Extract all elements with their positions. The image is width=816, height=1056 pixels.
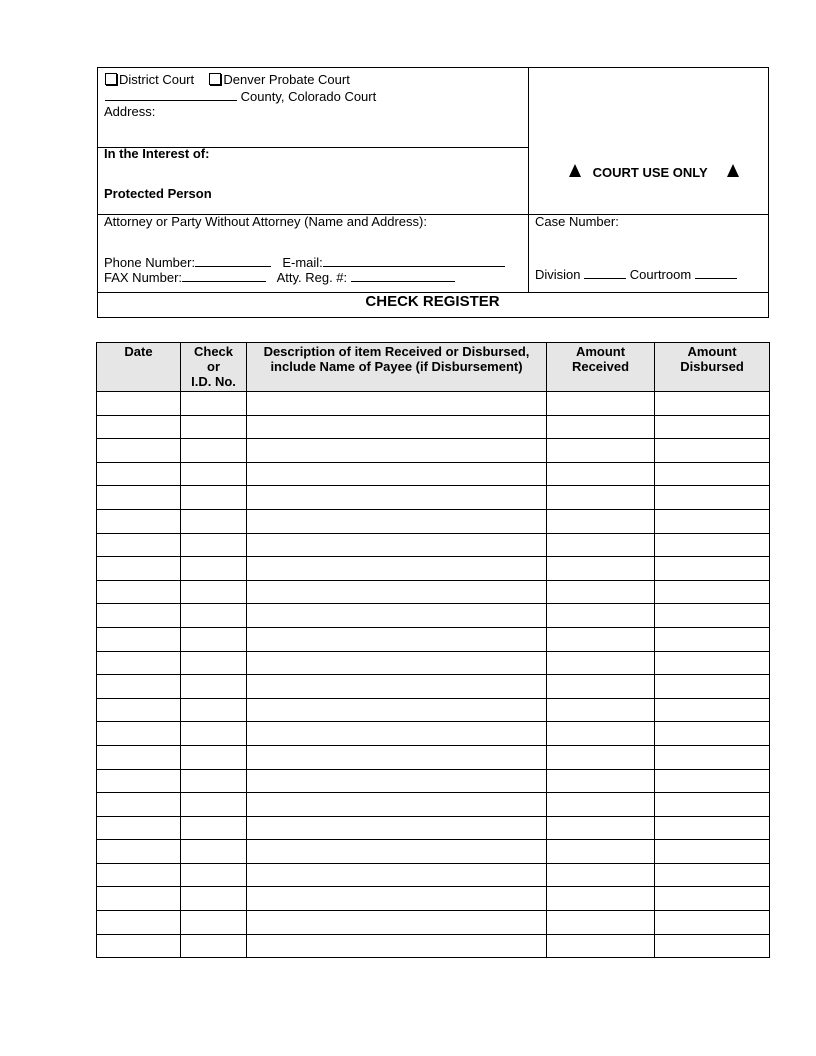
table-row (97, 627, 770, 651)
description-cell[interactable] (247, 604, 547, 628)
received-cell[interactable] (547, 557, 655, 581)
fax-label: FAX Number: (104, 270, 183, 285)
table-row (97, 675, 770, 699)
date-cell[interactable] (97, 486, 181, 510)
received-cell[interactable] (547, 675, 655, 699)
check-cell[interactable] (181, 863, 247, 887)
received-cell[interactable] (547, 509, 655, 533)
received-cell[interactable] (547, 439, 655, 463)
table-row (97, 745, 770, 769)
check-cell[interactable] (181, 462, 247, 486)
date-cell[interactable] (97, 392, 181, 416)
received-cell[interactable] (547, 462, 655, 486)
received-cell[interactable] (547, 392, 655, 416)
column-header-date (97, 343, 181, 392)
check-register-table (96, 342, 770, 958)
received-cell[interactable] (547, 722, 655, 746)
protected-person-label: Protected Person (104, 186, 212, 201)
disbursed-cell[interactable] (655, 415, 770, 439)
email-label: E-mail: (282, 255, 323, 270)
denver-probate-label: Denver Probate Court (223, 72, 350, 87)
received-cell[interactable] (547, 793, 655, 817)
table-row (97, 698, 770, 722)
column-header-check (181, 343, 247, 392)
table-row (97, 392, 770, 416)
denver-probate-checkbox[interactable] (209, 73, 221, 85)
column-header-label: Amount Disbursed (680, 344, 744, 374)
description-cell[interactable] (247, 486, 547, 510)
check-cell[interactable] (181, 887, 247, 911)
description-cell[interactable] (247, 745, 547, 769)
description-cell[interactable] (247, 651, 547, 675)
received-cell[interactable] (547, 415, 655, 439)
date-cell[interactable] (97, 934, 181, 958)
column-header-label: Check or I.D. No. (191, 344, 236, 389)
description-cell[interactable] (247, 439, 547, 463)
division-label: Division (535, 267, 581, 282)
date-cell[interactable] (97, 887, 181, 911)
description-cell[interactable] (247, 769, 547, 793)
table-row (97, 769, 770, 793)
fax-atty-line (104, 269, 455, 286)
disbursed-cell[interactable] (655, 698, 770, 722)
table-row (97, 911, 770, 935)
received-cell[interactable] (547, 580, 655, 604)
disbursed-cell[interactable] (655, 509, 770, 533)
check-cell[interactable] (181, 675, 247, 699)
disbursed-cell[interactable] (655, 557, 770, 581)
table-row (97, 604, 770, 628)
disbursed-cell[interactable] (655, 604, 770, 628)
received-cell[interactable] (547, 745, 655, 769)
check-cell[interactable] (181, 580, 247, 604)
column-header-label: Date (124, 344, 153, 359)
district-court-checkbox[interactable] (105, 73, 117, 85)
received-cell[interactable] (547, 486, 655, 510)
disbursed-cell[interactable] (655, 486, 770, 510)
court-use-only-label: COURT USE ONLY (592, 165, 708, 180)
in-interest-of-label: In the Interest of: (104, 146, 210, 161)
date-cell[interactable] (97, 863, 181, 887)
check-cell[interactable] (181, 533, 247, 557)
date-cell[interactable] (97, 769, 181, 793)
check-cell[interactable] (181, 557, 247, 581)
triangle-up-icon (569, 164, 581, 177)
disbursed-cell[interactable] (655, 769, 770, 793)
date-cell[interactable] (97, 911, 181, 935)
disbursed-cell[interactable] (655, 392, 770, 416)
received-cell[interactable] (547, 911, 655, 935)
disbursed-cell[interactable] (655, 887, 770, 911)
disbursed-cell[interactable] (655, 863, 770, 887)
description-cell[interactable] (247, 509, 547, 533)
received-cell[interactable] (547, 816, 655, 840)
date-cell[interactable] (97, 462, 181, 486)
triangle-up-icon (727, 164, 739, 177)
received-cell[interactable] (547, 533, 655, 557)
table-row (97, 415, 770, 439)
table-row (97, 557, 770, 581)
court-use-only (569, 164, 739, 181)
column-header-label: Description of item Received or Disbursed, include Name of Payee (if Disbursement) (263, 344, 530, 374)
attorney-label: Attorney or Party Without Attorney (Name and Address): (104, 214, 427, 229)
received-cell[interactable] (547, 627, 655, 651)
table-row (97, 863, 770, 887)
disbursed-cell[interactable] (655, 793, 770, 817)
caption-vertical-divider (528, 67, 529, 292)
description-cell[interactable] (247, 863, 547, 887)
table-row (97, 439, 770, 463)
received-cell[interactable] (547, 604, 655, 628)
division-courtroom-line (535, 266, 737, 283)
column-header-disbursed (655, 343, 770, 392)
case-number-label: Case Number: (535, 214, 619, 229)
register-body (97, 392, 770, 958)
column-header-description (247, 343, 547, 392)
check-cell[interactable] (181, 486, 247, 510)
court-selection (105, 72, 350, 88)
disbursed-cell[interactable] (655, 934, 770, 958)
phone-label: Phone Number: (104, 255, 196, 270)
column-header-received (547, 343, 655, 392)
disbursed-cell[interactable] (655, 816, 770, 840)
description-cell[interactable] (247, 793, 547, 817)
received-cell[interactable] (547, 934, 655, 958)
description-cell[interactable] (247, 698, 547, 722)
check-cell[interactable] (181, 509, 247, 533)
atty-reg-field[interactable] (351, 269, 455, 282)
description-cell[interactable] (247, 887, 547, 911)
disbursed-cell[interactable] (655, 745, 770, 769)
county-court-line (105, 88, 376, 105)
description-cell[interactable] (247, 627, 547, 651)
check-cell[interactable] (181, 911, 247, 935)
table-row (97, 934, 770, 958)
table-row (97, 533, 770, 557)
received-cell[interactable] (547, 769, 655, 793)
fax-field[interactable] (182, 269, 266, 282)
date-cell[interactable] (97, 533, 181, 557)
phone-field[interactable] (195, 254, 271, 267)
courtroom-field[interactable] (695, 266, 737, 279)
description-cell[interactable] (247, 462, 547, 486)
description-cell[interactable] (247, 816, 547, 840)
date-cell[interactable] (97, 627, 181, 651)
description-cell[interactable] (247, 911, 547, 935)
disbursed-cell[interactable] (655, 675, 770, 699)
received-cell[interactable] (547, 698, 655, 722)
division-field[interactable] (584, 266, 626, 279)
table-row (97, 486, 770, 510)
table-row (97, 793, 770, 817)
district-court-label: District Court (119, 72, 195, 87)
description-cell[interactable] (247, 675, 547, 699)
disbursed-cell[interactable] (655, 533, 770, 557)
disbursed-cell[interactable] (655, 627, 770, 651)
disbursed-cell[interactable] (655, 580, 770, 604)
table-row (97, 462, 770, 486)
check-cell[interactable] (181, 769, 247, 793)
check-cell[interactable] (181, 415, 247, 439)
atty-reg-label: Atty. Reg. #: (276, 270, 348, 285)
county-name-field[interactable] (105, 88, 237, 101)
check-cell[interactable] (181, 793, 247, 817)
table-row (97, 816, 770, 840)
description-cell[interactable] (247, 934, 547, 958)
date-cell[interactable] (97, 816, 181, 840)
check-cell[interactable] (181, 392, 247, 416)
check-cell[interactable] (181, 934, 247, 958)
description-cell[interactable] (247, 557, 547, 581)
date-cell[interactable] (97, 604, 181, 628)
email-field[interactable] (323, 254, 505, 267)
table-row (97, 722, 770, 746)
disbursed-cell[interactable] (655, 462, 770, 486)
received-cell[interactable] (547, 863, 655, 887)
check-cell[interactable] (181, 745, 247, 769)
table-row (97, 887, 770, 911)
check-cell[interactable] (181, 651, 247, 675)
received-cell[interactable] (547, 887, 655, 911)
courtroom-label: Courtroom (629, 267, 692, 282)
check-cell[interactable] (181, 816, 247, 840)
disbursed-cell[interactable] (655, 840, 770, 864)
received-cell[interactable] (547, 840, 655, 864)
description-cell[interactable] (247, 392, 547, 416)
check-cell[interactable] (181, 604, 247, 628)
disbursed-cell[interactable] (655, 911, 770, 935)
table-row (97, 651, 770, 675)
table-row (97, 580, 770, 604)
date-cell[interactable] (97, 698, 181, 722)
date-cell[interactable] (97, 722, 181, 746)
disbursed-cell[interactable] (655, 439, 770, 463)
table-header-row (97, 343, 770, 392)
column-header-label: Amount Received (571, 344, 630, 374)
date-cell[interactable] (97, 439, 181, 463)
date-cell[interactable] (97, 509, 181, 533)
date-cell[interactable] (97, 580, 181, 604)
received-cell[interactable] (547, 651, 655, 675)
form-title: CHECK REGISTER (365, 293, 500, 310)
table-row (97, 840, 770, 864)
check-cell[interactable] (181, 840, 247, 864)
check-cell[interactable] (181, 722, 247, 746)
description-cell[interactable] (247, 840, 547, 864)
check-cell[interactable] (181, 439, 247, 463)
date-cell[interactable] (97, 651, 181, 675)
description-cell[interactable] (247, 580, 547, 604)
date-cell[interactable] (97, 745, 181, 769)
check-cell[interactable] (181, 698, 247, 722)
description-cell[interactable] (247, 533, 547, 557)
date-cell[interactable] (97, 557, 181, 581)
date-cell[interactable] (97, 793, 181, 817)
disbursed-cell[interactable] (655, 651, 770, 675)
disbursed-cell[interactable] (655, 722, 770, 746)
date-cell[interactable] (97, 675, 181, 699)
description-cell[interactable] (247, 415, 547, 439)
county-court-label: County, Colorado Court (240, 89, 377, 104)
table-row (97, 509, 770, 533)
check-cell[interactable] (181, 627, 247, 651)
court-address-label: Address: (104, 104, 156, 119)
date-cell[interactable] (97, 840, 181, 864)
date-cell[interactable] (97, 415, 181, 439)
description-cell[interactable] (247, 722, 547, 746)
